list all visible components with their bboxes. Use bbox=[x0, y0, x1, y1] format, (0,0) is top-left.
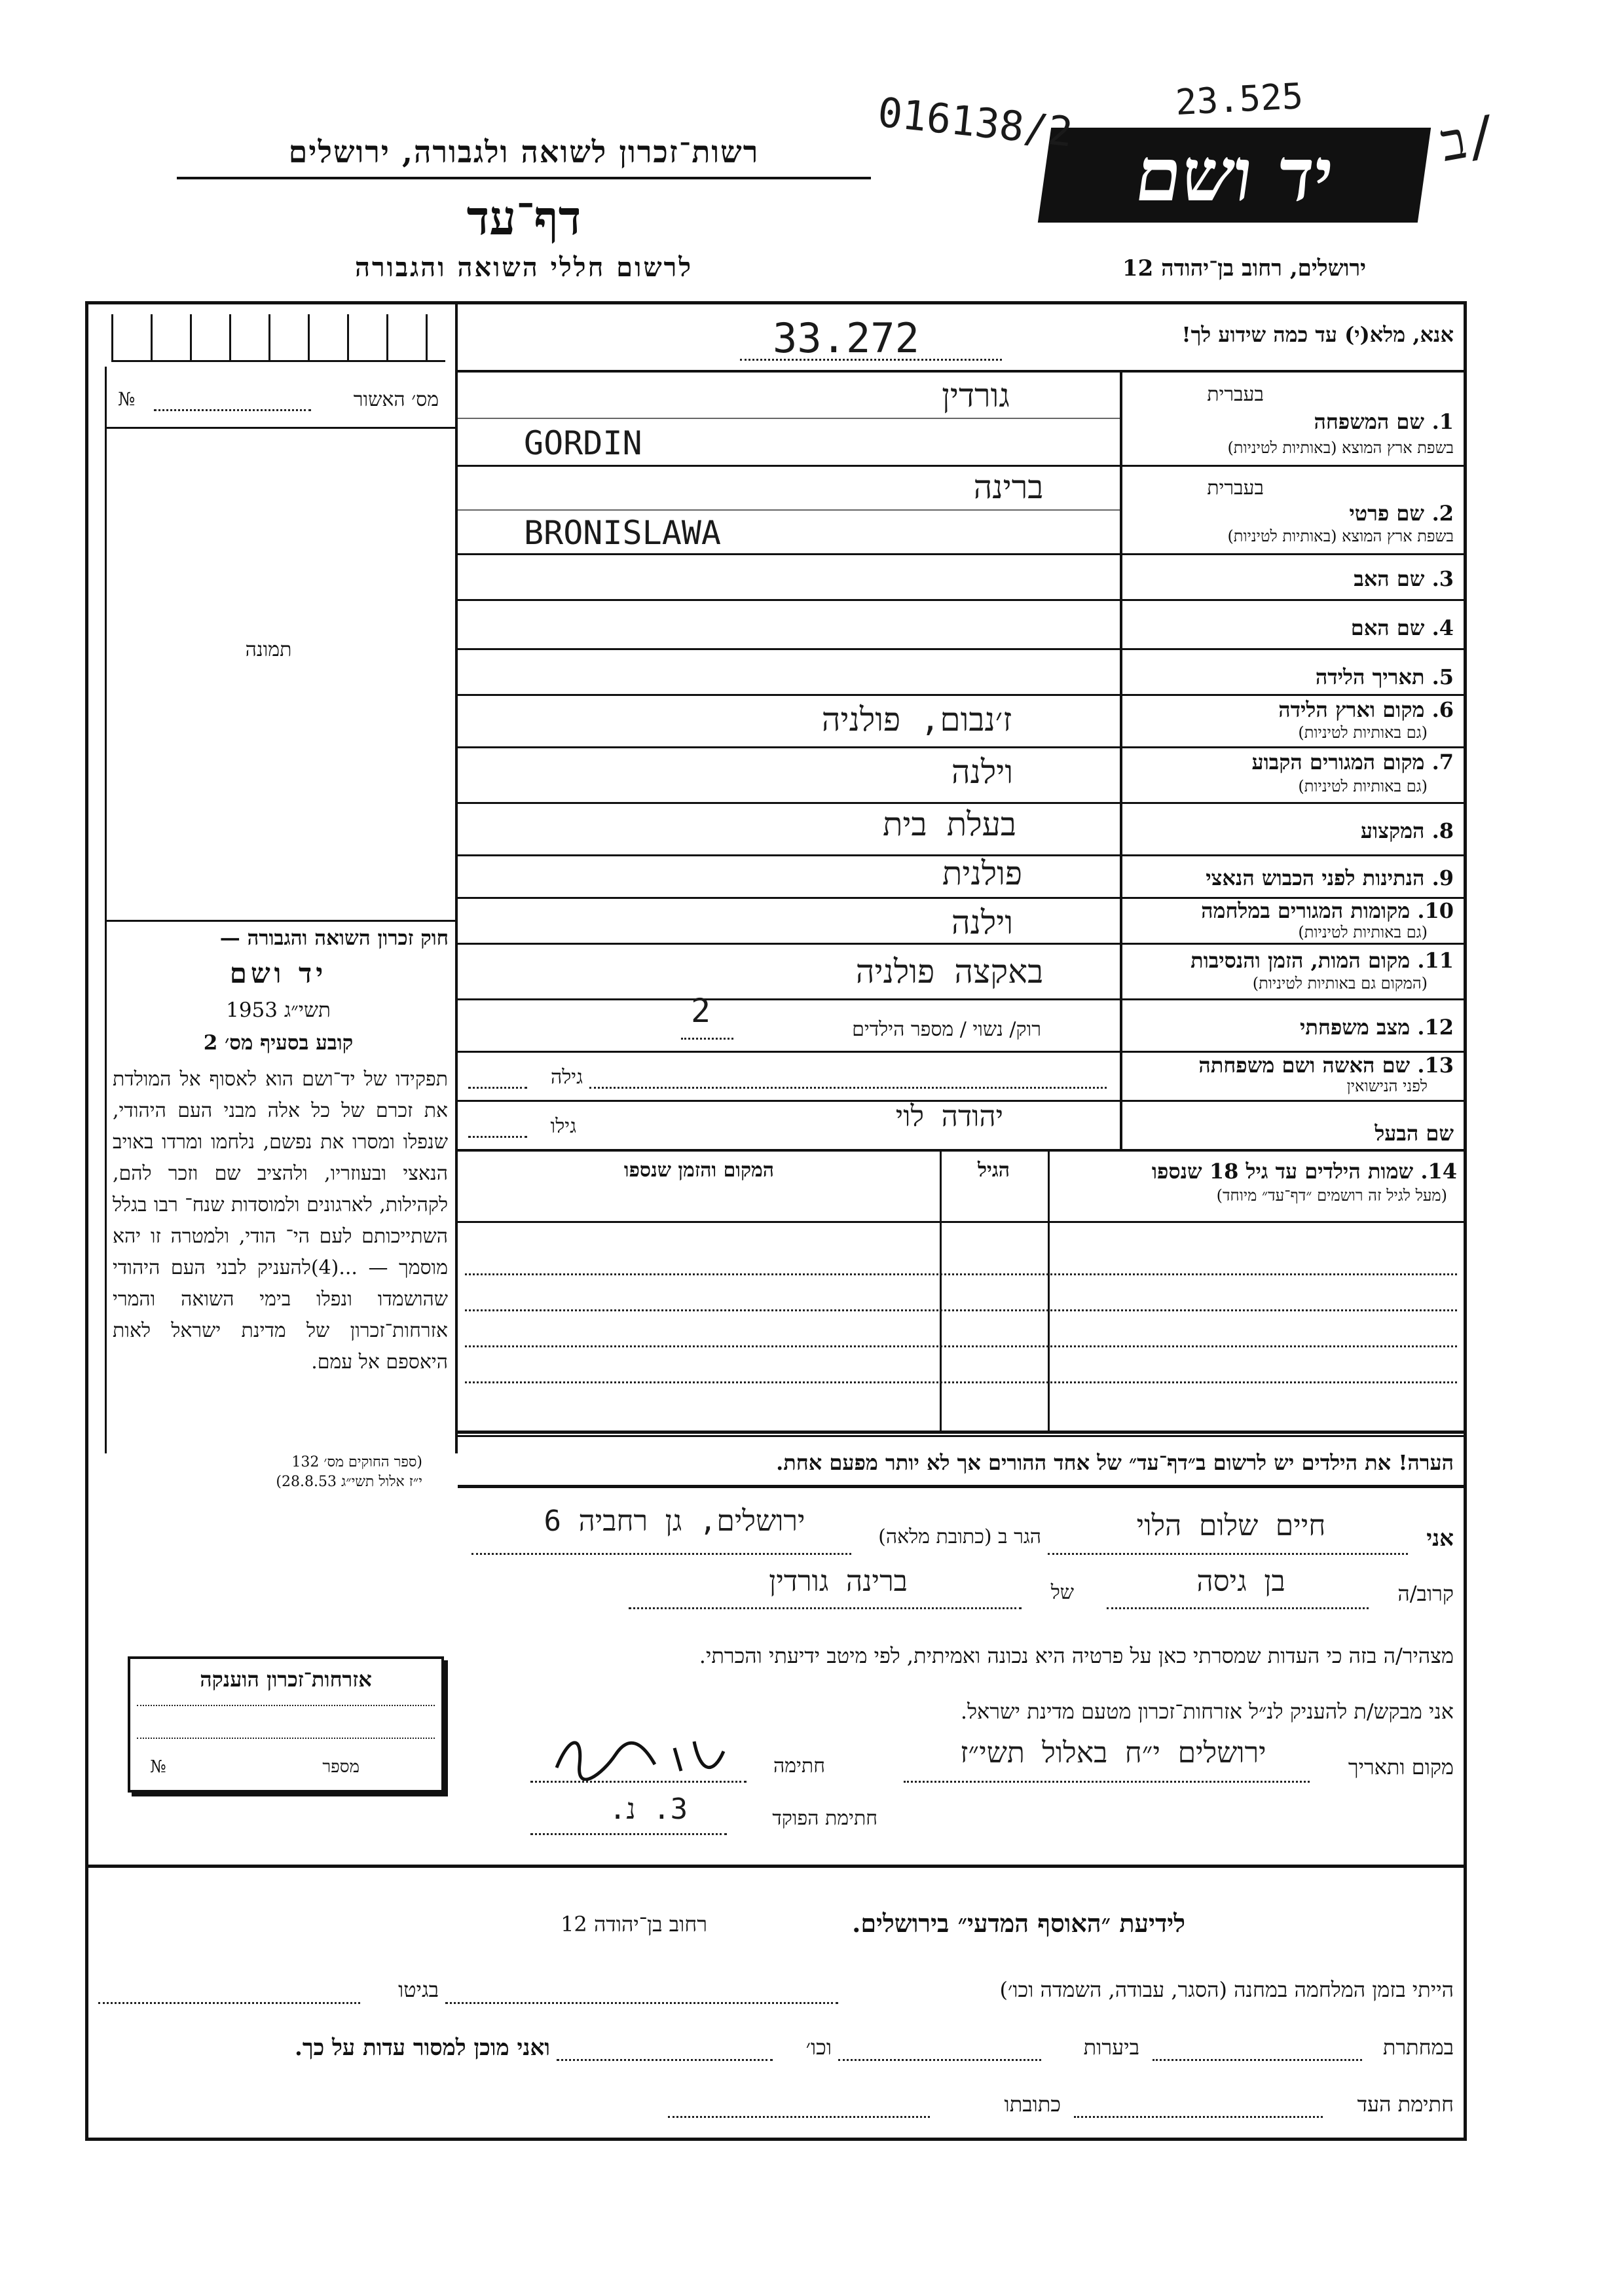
frame-right bbox=[1464, 301, 1467, 2141]
children-bottom-line bbox=[458, 1430, 1464, 1434]
husband-value: יהודה לוי bbox=[895, 1100, 1004, 1133]
decl-place-date-value: ירושלים י״ח באלול תשי״ז bbox=[960, 1736, 1266, 1770]
citizenship-no-sign: № bbox=[150, 1757, 166, 1777]
children-col-1 bbox=[1048, 1149, 1050, 1430]
decl-lives-label: הגר ב (כתובת מלאה) bbox=[878, 1525, 1041, 1548]
f13-age-line bbox=[468, 1087, 527, 1089]
footer-line2-a: במחתרת bbox=[1382, 2035, 1454, 2060]
footer-line2-dots-a bbox=[1153, 2059, 1362, 2061]
approval-no-sign: № bbox=[118, 388, 136, 410]
f6-label: 6. מקום וארץ הלידה bbox=[1278, 697, 1454, 722]
decl-officer-label: חתימת הפוקד bbox=[772, 1807, 877, 1830]
stamp-number: 016138/2 bbox=[876, 88, 1075, 156]
children-title-sub: (מעל לגיל זה רושמים ״דף־עד״ מיוחד) bbox=[1216, 1186, 1447, 1205]
f5-label: 5. תאריך הלידה bbox=[1315, 665, 1454, 689]
f7-sub: (גם באותיות לטיניות) bbox=[1298, 777, 1428, 795]
decl-relative-line bbox=[1107, 1607, 1369, 1609]
decl-place-date-label: מקום ותאריך bbox=[1348, 1755, 1454, 1779]
f2-heb-label: בעברית bbox=[1207, 477, 1264, 500]
f13-sub: לפני הנישואין bbox=[1346, 1077, 1428, 1095]
f10-value: וילנה bbox=[951, 903, 1014, 941]
citizenship-line-1 bbox=[137, 1705, 435, 1706]
label-column-border bbox=[1120, 370, 1122, 1149]
footer-line1-dots-b bbox=[98, 2002, 360, 2004]
f13-age-label: גילה bbox=[550, 1066, 583, 1089]
decl-address-value: ירושלים, גן רחביה 6 bbox=[544, 1504, 805, 1538]
footer-line3-b: כתובתו bbox=[1004, 2092, 1061, 2117]
f12-options: רוק/ נשוי / מספר הילדים bbox=[852, 1018, 1041, 1041]
decl-relative-label: קרוב/ה bbox=[1397, 1581, 1454, 1606]
decl-signature-line bbox=[530, 1781, 747, 1783]
husband-label: שם הבעל bbox=[1375, 1121, 1454, 1146]
footer-line3-a: חתימת העד bbox=[1357, 2092, 1454, 2117]
authority-underline bbox=[177, 177, 871, 179]
f6-value: ז׳נבום, פולניה bbox=[821, 701, 1012, 738]
f12-line bbox=[681, 1038, 733, 1040]
decl-i-label: אני bbox=[1426, 1525, 1454, 1552]
row-line-14 bbox=[458, 1149, 1464, 1152]
logo-text: יד ושם bbox=[1130, 132, 1339, 218]
f9-label: 9. הנתינות לפני הכבוש הנאצי bbox=[1206, 866, 1454, 890]
f8-label: 8. המקצוע bbox=[1360, 818, 1454, 843]
law-heading: חוק זכרון השואה והגבורה — bbox=[219, 926, 449, 950]
children-col-place: המקום והזמן שנספו bbox=[623, 1159, 775, 1182]
f2-label: שם פרטי bbox=[1349, 501, 1424, 526]
decl-request: אני מבקש/ת להעניק לנ״ל אזרחות־זכרון מטעם מדינת ישראל. bbox=[960, 1699, 1454, 1724]
children-row-4 bbox=[465, 1381, 1457, 1383]
f7-label: 7. מקום המגורים הקבוע bbox=[1251, 750, 1454, 774]
footer-heading-address: רחוב בן־יהודה 12 bbox=[561, 1912, 707, 1937]
f2-latin-value: BRONISLAWA bbox=[524, 514, 722, 552]
code-ticks bbox=[111, 314, 445, 362]
law-section: קובע בסעיף מס׳ 2 bbox=[203, 1031, 354, 1055]
row-line-1 bbox=[458, 465, 1464, 467]
law-source: (ספר החוקים מס׳ 132 bbox=[291, 1454, 422, 1470]
row-line-2 bbox=[458, 553, 1464, 555]
f10-label: 10. מקומות המגורים במלחמה bbox=[1201, 898, 1454, 923]
f2-hebrew-value: ברינה bbox=[973, 468, 1044, 506]
f2-latin-label: בשפת ארץ המוצא (באותיות לטיניות) bbox=[1227, 527, 1454, 545]
decl-officer-line bbox=[530, 1833, 727, 1835]
approval-row-border bbox=[105, 427, 455, 429]
f10-sub: (גם באותיות לטיניות) bbox=[1298, 923, 1428, 941]
children-row-3 bbox=[465, 1345, 1457, 1347]
frame-top bbox=[85, 301, 1467, 304]
law-body: תפקידו של יד־ושם הוא לאסוף אל המולדת את זכרם של כל אלה מבני העם היהודי, שנפלו ומסרו את נפשם, נלחמו ומרדו באויב הנאצי ובעוזריו, ולהציב שם וזכר להם, לקהילות, לארגונים ולמוסדות שנח־ רבו בגלל השתייכותם לעם הי־ הודי, ולמטרה זו יהא מוסמך — ...(4)להעניק לבני העם היהודי שהושמדו ונפלו בימי השואה והמרי אזרחות־זכרון של מדינת ישראל לאות היאספם אל עמם. bbox=[113, 1068, 449, 1374]
left-column-border bbox=[455, 301, 458, 1453]
citizenship-number-label: מספר bbox=[322, 1757, 360, 1777]
note-bottom-line bbox=[458, 1485, 1464, 1488]
decl-signature-label: חתימה bbox=[773, 1755, 825, 1777]
f1-heb-label: בעברית bbox=[1207, 383, 1264, 406]
decl-place-date-line bbox=[904, 1781, 1310, 1783]
yad-vashem-logo bbox=[1038, 128, 1431, 223]
f3-label: 3. שם האב bbox=[1354, 566, 1454, 591]
f1-label: שם המשפחה bbox=[1314, 409, 1424, 434]
row-line-5 bbox=[458, 694, 1464, 696]
authority-title: רשות־זכרון לשואה ולגבורה, ירושלים bbox=[288, 134, 760, 170]
stamp-corner: ב/ bbox=[1435, 103, 1503, 173]
children-col-age: הגיל bbox=[977, 1159, 1010, 1182]
law-name: יד ושם bbox=[229, 957, 327, 989]
decl-statement: מצהיר/ה בזה כי העדות שמסרתי כאן על פרטיה היא נכונה ואמיתית, לפי מיטב ידיעתי והכרתי. bbox=[699, 1643, 1454, 1668]
f11-value: באקצה פולניה bbox=[855, 953, 1044, 991]
row-line-10 bbox=[458, 943, 1464, 945]
f1-num: 1. bbox=[1431, 409, 1454, 434]
f8-value: בעלת בית bbox=[882, 805, 1017, 843]
approval-label: מס׳ האשור bbox=[353, 388, 439, 411]
photo-box-bottom bbox=[105, 920, 455, 922]
intro-line: אנא, מלא(י) עד כמה שידוע לך! bbox=[1181, 322, 1454, 347]
f13-label: 13. שם האשה ושם משפחתה bbox=[1198, 1053, 1454, 1078]
children-row-2 bbox=[465, 1309, 1457, 1311]
intro-row-border bbox=[458, 370, 1464, 373]
row-line-7 bbox=[458, 802, 1464, 804]
f1-mid-line bbox=[458, 418, 1120, 419]
f1-latin-label: בשפת ארץ המוצא (באותיות לטיניות) bbox=[1227, 439, 1454, 457]
footer-line3-dots-a bbox=[1074, 2116, 1323, 2118]
stamp-date: 23.525 bbox=[1174, 75, 1304, 124]
citizenship-box bbox=[128, 1656, 444, 1793]
footer-line2-d: ואני מוכן למסור עדות על כך. bbox=[295, 2035, 550, 2061]
decl-of-label: של bbox=[1050, 1581, 1074, 1604]
footer-line2-dots-b bbox=[838, 2059, 1041, 2061]
footer-heading: לידיעת ״האוסף המדעי״ בירושלים. bbox=[852, 1908, 1185, 1938]
decl-officer-value: 3. נ. bbox=[608, 1793, 688, 1826]
sheet-number-line bbox=[740, 359, 1002, 361]
children-title: 14. שמות הילדים עד גיל 18 שנספו bbox=[1151, 1159, 1457, 1184]
declarant-signature bbox=[544, 1728, 733, 1781]
f12-children-count: 2 bbox=[691, 992, 711, 1030]
footer-line2-dots-c bbox=[557, 2059, 773, 2061]
citizenship-title: אזרחות־זכרון הוענקה bbox=[200, 1667, 372, 1692]
law-years: תשי״ג 1953 bbox=[226, 998, 331, 1022]
f11-sub: (המקום גם באותיות לטיניות) bbox=[1252, 974, 1428, 993]
approval-line bbox=[154, 409, 311, 411]
footer-line2-c: וכו׳ bbox=[805, 2035, 832, 2060]
row-line-6 bbox=[458, 746, 1464, 748]
children-col-2 bbox=[940, 1149, 942, 1430]
footer-line3-dots-b bbox=[668, 2116, 930, 2118]
note-top-line bbox=[458, 1435, 1464, 1437]
form-subtitle: לרשום חללי השואה והגבורה bbox=[354, 252, 693, 283]
children-header-line bbox=[458, 1221, 1464, 1223]
decl-address-line bbox=[471, 1553, 851, 1555]
f4-label: 4. שם האם bbox=[1350, 615, 1454, 640]
photo-label: תמונה bbox=[245, 638, 292, 661]
note-text: הערה! את הילדים יש לרשום ב״דף־עד״ של אחד ההורים אך לא יותר מפעם אחת. bbox=[776, 1450, 1454, 1475]
f12-label: 12. מצב משפחתי bbox=[1300, 1015, 1454, 1040]
f6-sub: (גם באותיות לטיניות) bbox=[1298, 723, 1428, 742]
footer-line2-b: ביערות bbox=[1083, 2035, 1139, 2060]
law-source-date: י״ז אלול תשי״ג 28.8.53) bbox=[276, 1474, 422, 1490]
husband-age-line bbox=[468, 1136, 527, 1138]
left-column-inner bbox=[105, 367, 107, 1453]
husband-age-label: גילו bbox=[550, 1115, 576, 1138]
form-title: דף־עד bbox=[466, 190, 581, 246]
footer-separator bbox=[88, 1865, 1464, 1868]
f9-value: פולנית bbox=[942, 854, 1023, 892]
footer-line1-a: הייתי בזמן המלחמה במחנה (הסגר, עבודה, השמדה וכו׳) bbox=[999, 1977, 1454, 2002]
f1-hebrew-value: גורדין bbox=[942, 376, 1010, 414]
footer-line1-b: בגיטו bbox=[398, 1977, 439, 2002]
decl-name-line bbox=[1048, 1553, 1408, 1555]
f11-label: 11. מקום המות, הזמן והנסיבות bbox=[1190, 948, 1454, 973]
frame-bottom bbox=[85, 2138, 1467, 2141]
row-line-3 bbox=[458, 599, 1464, 601]
f2-num: 2. bbox=[1431, 501, 1454, 526]
f1-latin-value: GORDIN bbox=[524, 424, 642, 462]
f7-value: וילנה bbox=[951, 753, 1014, 791]
address-text: ירושלים, רחוב בן־יהודה 12 bbox=[1122, 255, 1367, 282]
f13-name-line bbox=[589, 1087, 1107, 1089]
f2-mid-line bbox=[458, 509, 1120, 511]
sheet-number: 33.272 bbox=[773, 314, 919, 362]
decl-relative-value: בן גיסה bbox=[1196, 1565, 1285, 1598]
decl-name-value: חיים שלום הלוי bbox=[1136, 1509, 1326, 1542]
decl-of-line bbox=[629, 1607, 1022, 1609]
children-row-1 bbox=[465, 1273, 1457, 1275]
citizenship-line-2 bbox=[137, 1738, 435, 1739]
footer-line1-dots-a bbox=[445, 2002, 838, 2004]
row-line-4 bbox=[458, 648, 1464, 650]
decl-of-value: ברינה גורדין bbox=[769, 1565, 908, 1598]
row-line-11 bbox=[458, 998, 1464, 1000]
